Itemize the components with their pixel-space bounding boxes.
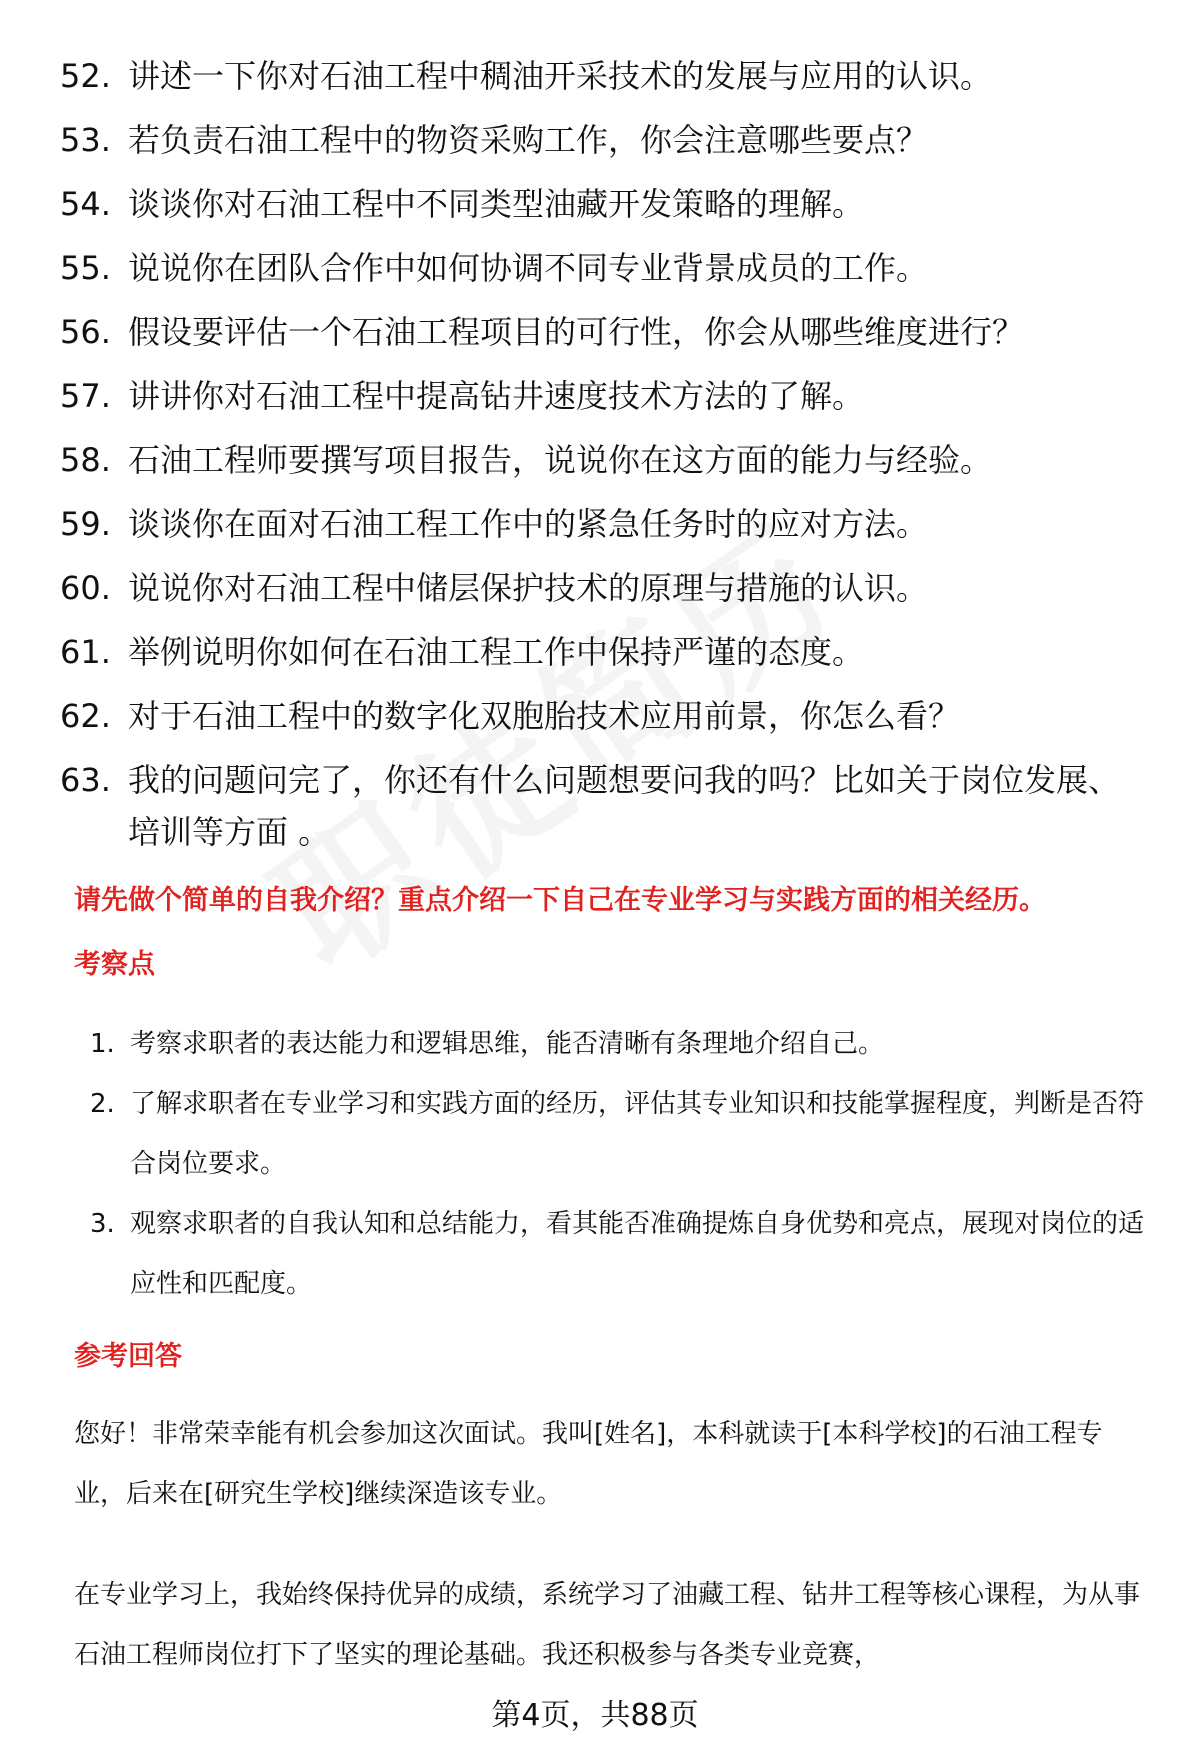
question-item: [60, 690, 1150, 754]
answer-label: 参考回答: [74, 1341, 182, 1372]
question-number: 53.: [60, 121, 111, 159]
point-number: 3.: [90, 1209, 115, 1239]
question-number: 52.: [60, 57, 111, 95]
question-item: [60, 562, 1150, 626]
question-number: 58.: [60, 441, 111, 479]
question-text: 对于石油工程中的数字化双胞胎技术应用前景，你怎么看？: [128, 697, 961, 735]
question-text: 谈谈你在面对石油工程工作中的紧急任务时的应对方法。: [128, 505, 929, 543]
point-number: 1.: [90, 1029, 115, 1059]
question-text: 讲述一下你对石油工程中稠油开采技术的发展与应用的认识。: [128, 57, 993, 95]
question-number: 54.: [60, 185, 111, 223]
question-number: 55.: [60, 249, 111, 287]
question-item: [60, 434, 1150, 498]
question-item: [60, 306, 1150, 370]
page-footer: 第4页，共88页: [491, 1698, 699, 1733]
answer-paragraph: 在专业学习上，我始终保持优异的成绩，系统学习了油藏工程、钻井工程等核心课程，为从事石油工程师岗位打下了坚实的理论基础。我还积极参与各类专业竞赛，: [74, 1580, 1141, 1670]
points-list: [90, 1014, 1150, 1314]
question-item: [60, 114, 1150, 178]
question-text: 谈谈你对石油工程中不同类型油藏开发策略的理解。: [128, 185, 865, 223]
question-number: 60.: [60, 569, 111, 607]
question-text: 假设要评估一个石油工程项目的可行性，你会从哪些维度进行？: [128, 313, 1025, 351]
question-number: 61.: [60, 633, 111, 671]
main-question-heading: 请先做个简单的自我介绍？重点介绍一下自己在专业学习与实践方面的相关经历。: [74, 885, 1046, 916]
question-list: [60, 50, 1150, 872]
question-item: [60, 626, 1150, 690]
question-text: 讲讲你对石油工程中提高钻井速度技术方法的了解。: [128, 377, 865, 415]
point-item: [90, 1074, 1150, 1194]
question-number: 62.: [60, 697, 111, 735]
question-text: 我的问题问完了，你还有什么问题想要问我的吗？比如关于岗位发展、培训等方面 。: [128, 761, 1121, 851]
question-number: 59.: [60, 505, 111, 543]
point-item: [90, 1014, 1150, 1074]
point-number: 2.: [90, 1089, 115, 1119]
answer-paragraph: 您好！非常荣幸能有机会参加这次面试。我叫[姓名]，本科就读于[本科学校]的石油工程专业，后来在[研究生学校]继续深造该专业。: [74, 1419, 1103, 1509]
question-text: 若负责石油工程中的物资采购工作，你会注意哪些要点？: [128, 121, 929, 159]
question-text: 说说你在团队合作中如何协调不同专业背景成员的工作。: [128, 249, 929, 287]
question-item: [60, 754, 1150, 872]
question-number: 57.: [60, 377, 111, 415]
point-item: [90, 1194, 1150, 1314]
question-text: 石油工程师要撰写项目报告，说说你在这方面的能力与经验。: [128, 441, 993, 479]
question-item: [60, 370, 1150, 434]
question-item: [60, 242, 1150, 306]
question-number: 56.: [60, 313, 111, 351]
point-text: 考察求职者的表达能力和逻辑思维，能否清晰有条理地介绍自己。: [130, 1029, 885, 1059]
question-item: [60, 50, 1150, 114]
points-label: 考察点: [74, 949, 155, 980]
point-text: 了解求职者在专业学习和实践方面的经历，评估其专业知识和技能掌握程度，判断是否符合岗位要求。: [130, 1089, 1145, 1179]
question-item: [60, 178, 1150, 242]
question-number: 63.: [60, 761, 111, 799]
question-text: 举例说明你如何在石油工程工作中保持严谨的态度。: [128, 633, 865, 671]
question-text: 说说你对石油工程中储层保护技术的原理与措施的认识。: [128, 569, 929, 607]
question-item: [60, 498, 1150, 562]
point-text: 观察求职者的自我认知和总结能力，看其能否准确提炼自身优势和亮点，展现对岗位的适应性和匹配度。: [130, 1209, 1145, 1299]
